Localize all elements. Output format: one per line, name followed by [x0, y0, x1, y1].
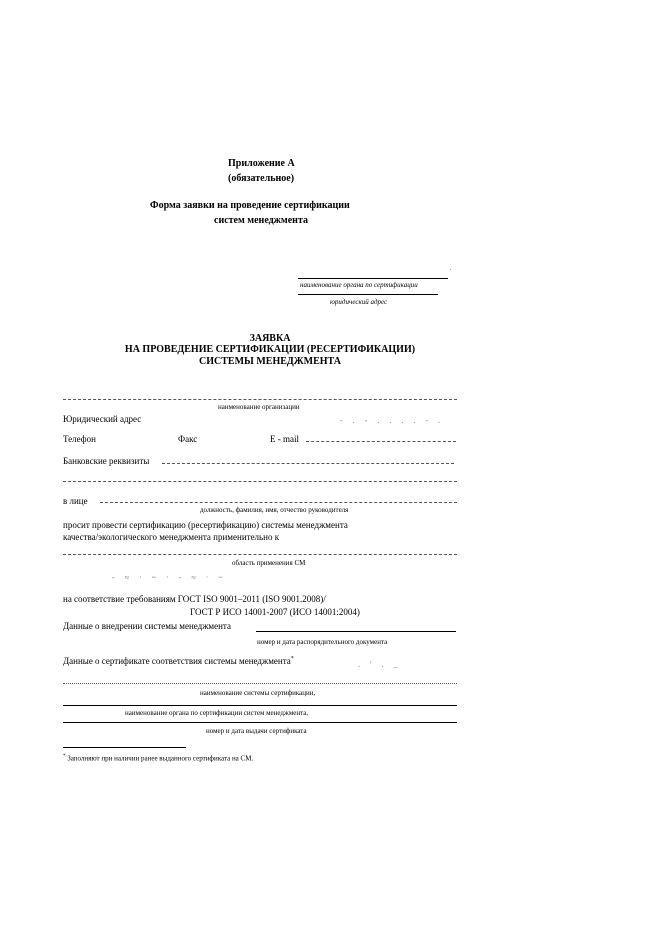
cert-body-caption: наименование органа по сертификации систем менеджмента, — [125, 709, 309, 717]
application-title-2: НА ПРОВЕДЕНИЕ СЕРТИФИКАЦИИ (РЕСЕРТИФИКАЦИИ) — [124, 344, 416, 355]
implementation-line — [256, 631, 456, 632]
cert-system-line — [63, 683, 457, 684]
cert-system-caption: наименование системы сертификации, — [200, 689, 316, 697]
phone-label: Телефон — [63, 434, 96, 444]
footnote-text: Заполняют при наличии ранее выданного сертификата на СМ. — [67, 754, 254, 763]
legal-address-label: Юридический адрес — [63, 414, 142, 424]
cert-number-line — [63, 722, 457, 723]
fax-label: Факс — [178, 434, 198, 444]
form-title-line1: Форма заявки на проведение сертификации — [150, 200, 350, 211]
email-label: E - mail — [270, 434, 299, 444]
email-line — [306, 441, 456, 442]
footnote — [63, 754, 253, 762]
scope-caption: область применения СМ — [232, 559, 306, 567]
bank-label: Банковские реквизиты — [63, 456, 150, 466]
org-name-line — [63, 399, 457, 400]
recipient-body-caption: наименование органа по сертификации — [300, 281, 418, 289]
certificate-footnote-mark: * — [290, 656, 294, 662]
org-name-caption: наименование организации — [218, 403, 300, 411]
form-title-line2: систем менеджмента — [214, 215, 308, 226]
appendix-title: Приложение А — [228, 158, 295, 169]
cert-number-caption: номер и дата выдачи сертификата — [206, 727, 307, 735]
footnote-separator — [63, 747, 186, 748]
application-title-3: СИСТЕМЫ МЕНЕДЖМЕНТА — [199, 356, 341, 367]
certificate-label-text: Данные о сертификате соответствия системы менеджмента — [63, 656, 291, 666]
document-caption: номер и дата распорядительного документа — [257, 638, 388, 646]
recipient-body-line — [298, 278, 448, 279]
request-line-1: просит провести сертификацию (ресертификацию) системы менеджмента — [63, 520, 348, 530]
bank-line — [162, 463, 454, 464]
request-line-2: качества/экологического менеджмента применительно к — [63, 532, 280, 542]
cert-body-line — [63, 705, 457, 706]
certificate-label — [63, 656, 294, 666]
person-caption: должность, фамилия, имя, отчество руководителя — [200, 506, 349, 514]
compliance-line-1: на соответствие требованиям ГОСТ ISO 9001–2011 (ISO 9001.2008)/ — [63, 594, 326, 604]
recipient-address-line — [298, 294, 438, 295]
implementation-label: Данные о внедрении системы менеджмента — [63, 621, 231, 631]
recipient-address-caption: юридический адрес — [330, 298, 388, 306]
scope-line — [63, 554, 457, 555]
appendix-mandatory: (обязательное) — [228, 173, 295, 184]
person-line — [100, 502, 457, 503]
person-label: в лице — [63, 496, 88, 506]
compliance-line-2: ГОСТ Р ИСО 14001-2007 (ИСО 14001:2004) — [190, 607, 360, 617]
bank-line-2 — [63, 481, 457, 482]
application-title-1: ЗАЯВКА — [249, 333, 291, 344]
footnote-mark: * — [63, 754, 66, 759]
